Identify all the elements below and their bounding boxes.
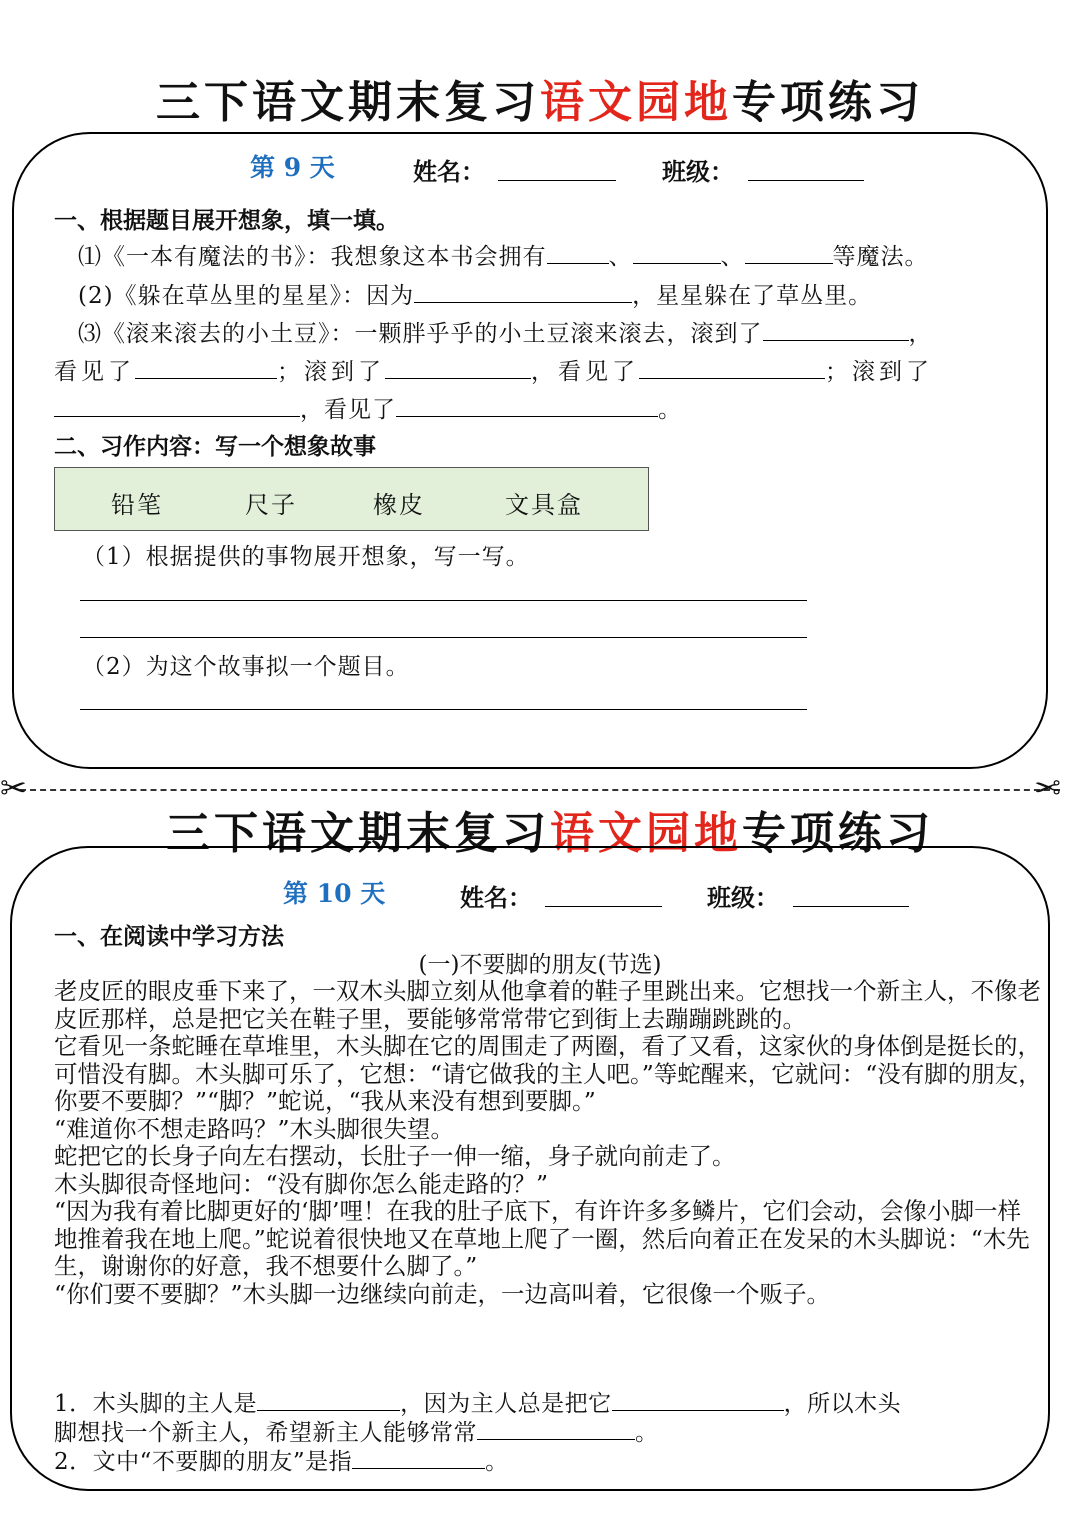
question-3-line3-top: ，看见了 。: [54, 391, 682, 424]
passage-paragraph: 老皮匠的眼皮垂下来了，一双木头脚立刻从他拿着的鞋子里跳出来。它想找一个新主人，不像老皮匠那样，总是把它关在鞋子里，要能够常常带它到街上去蹦蹦跳跳的。: [54, 977, 1041, 1033]
answer-blank[interactable]: [763, 321, 909, 341]
section-heading-1-top: 一、根据题目展开想象，填一填。: [54, 208, 399, 234]
word-item: 铅笔: [111, 491, 163, 519]
answer-blank[interactable]: [54, 397, 300, 417]
question-2-top: (2)《躲在草丛里的星星》：因为 ，星星躲在了草丛里。: [78, 283, 873, 309]
answer-blank[interactable]: [633, 244, 721, 264]
answer-blank[interactable]: [135, 359, 277, 379]
reading-question-1-line1: 1．木头脚的主人是 ，因为主人总是把它 ，所以木头: [54, 1391, 902, 1417]
word-item: 橡皮: [373, 491, 425, 519]
question-1-top: ⑴《一本有魔法的书》：我想象这本书会拥有 、 、 等魔法。: [78, 244, 929, 270]
scissors-icon: ✂: [1034, 769, 1061, 807]
answer-blank[interactable]: [385, 359, 531, 379]
word-box: [54, 467, 649, 531]
reading-question-2: 2．文中“不要脚的朋友”是指 。: [54, 1449, 509, 1475]
writing-task-2: （2）为这个故事拟一个题目。: [82, 654, 410, 680]
writing-line[interactable]: [80, 637, 807, 638]
answer-blank[interactable]: [414, 283, 632, 303]
scissors-icon: ✂: [0, 769, 27, 807]
passage-title: (一)不要脚的朋友(节选): [418, 952, 662, 978]
passage-paragraph: 蛇把它的长身子向左右摆动，长肚子一伸一缩，身子就向前走了。: [54, 1142, 736, 1170]
writing-line[interactable]: [80, 709, 807, 710]
writing-task-1: （1）根据提供的事物展开想象，写一写。: [82, 544, 530, 570]
name-label-top: 姓名：: [413, 158, 485, 186]
day-label-bottom: 第 10 天: [283, 879, 386, 908]
writing-line[interactable]: [80, 600, 807, 601]
answer-blank[interactable]: [396, 397, 658, 417]
class-label-bottom: 班级：: [707, 884, 779, 912]
passage-paragraph: 它看见一条蛇睡在草堆里，木头脚在它的周围走了两圈，看了又看，这家伙的身体倒是挺长的，可惜没有脚。木头脚可乐了，它想：“请它做我的主人吧。”等蛇醒来，它就问：“没有脚的朋友，你要不要脚？”“脚？”蛇说，“我从来没有想到要脚。”: [54, 1032, 1042, 1115]
answer-blank[interactable]: [639, 359, 825, 379]
passage-paragraph: “你们要不要脚？”木头脚一边继续向前走，一边高叫着，它很像一个贩子。: [54, 1279, 831, 1308]
section-heading-2-top: 二、习作内容：写一个想象故事: [54, 434, 376, 460]
page-title-top: 三下语文期末复习语文园地专项练习: [156, 77, 924, 128]
word-item: 尺子: [245, 491, 297, 519]
answer-blank[interactable]: [547, 244, 609, 264]
class-field-bottom[interactable]: [793, 906, 909, 907]
page-title-bottom: 三下语文期末复习语文园地专项练习: [166, 808, 934, 859]
name-label-bottom: 姓名：: [460, 884, 532, 912]
answer-blank[interactable]: [745, 244, 833, 264]
word-item: 文具盒: [505, 491, 583, 519]
reading-question-1-line2: 脚想找一个新主人，希望新主人能够常常 。: [54, 1420, 659, 1446]
question-3-line1-top: ⑶《滚来滚去的小土豆》：一颗胖乎乎的小土豆滚来滚去，滚到了 ，: [78, 321, 933, 347]
name-field-bottom[interactable]: [545, 906, 662, 907]
passage-paragraph: 木头脚很奇怪地问：“没有脚你怎么能走路的？”: [54, 1169, 549, 1198]
answer-blank[interactable]: [257, 1391, 400, 1411]
question-3-line2-top: 看见了 ；滚到了 ，看见了 ；滚到了: [54, 359, 933, 385]
section-heading-1-bottom: 一、在阅读中学习方法: [54, 924, 284, 950]
class-label-top: 班级：: [662, 158, 734, 186]
class-field-top[interactable]: [748, 180, 864, 181]
passage-paragraph: “难道你不想走路吗？”木头脚很失望。: [54, 1114, 455, 1143]
day-label-top: 第 9 天: [250, 153, 335, 182]
cut-line: [20, 789, 1060, 791]
name-field-top[interactable]: [498, 180, 616, 181]
passage-paragraph: “因为我有着比脚更好的‘脚’哩！在我的肚子底下，有许许多多鳞片，它们会动，会像小脚一样地推着我在地上爬。”蛇说着很快地又在草地上爬了一圈，然后向着正在发呆的木头脚说：“木先生，谢谢你的好意，我不想要什么脚了。”: [54, 1197, 1030, 1280]
passage-body: [54, 978, 1044, 1308]
answer-blank[interactable]: [477, 1420, 635, 1440]
answer-blank[interactable]: [612, 1391, 784, 1411]
answer-blank[interactable]: [352, 1449, 485, 1469]
